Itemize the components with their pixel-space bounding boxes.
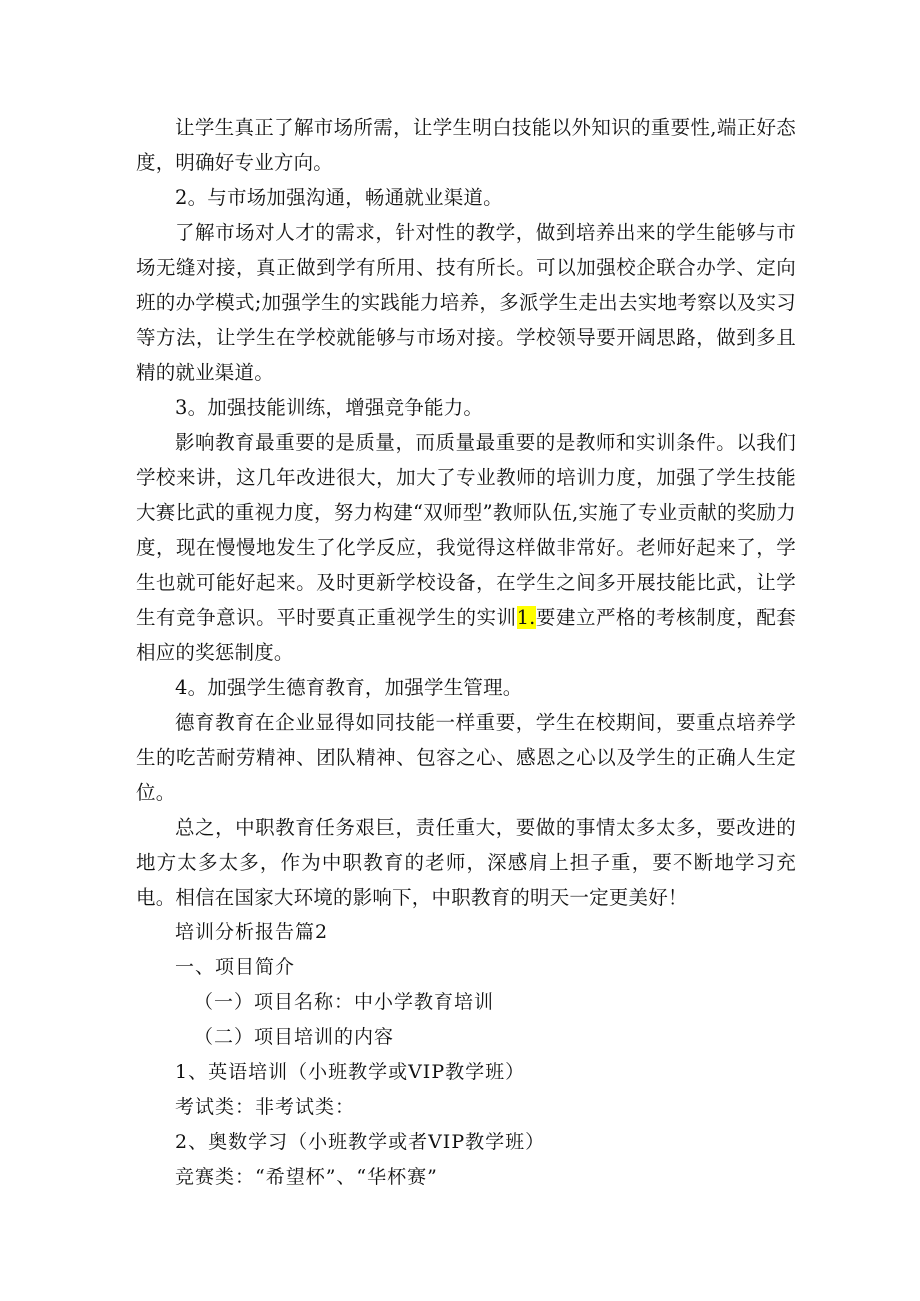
paragraph-moral-education: 德育教育在企业显得如同技能一样重要，学生在校期间，要重点培养学生的吃苦耐劳精神、团队精神、包容之心、感恩之心以及学生的正确人生定位。: [136, 711, 796, 804]
section-project-intro: 一、项目简介: [175, 956, 296, 978]
heading-moral-education: 4。加强学生德育教育，加强学生管理。: [175, 676, 523, 699]
paragraph-market-needs: 让学生真正了解市场所需，让学生明白技能以外知识的重要性,端正好态度，明确好专业方向。: [136, 116, 796, 174]
document-body: [136, 110, 796, 1195]
item-math-olympiad: 2、奥数学习（小班教学或者VIP教学班）: [175, 1131, 546, 1153]
heading-market-communication: 2。与市场加强沟通，畅通就业渠道。: [175, 186, 503, 209]
paragraph-education-quality: [136, 425, 796, 670]
paragraph-education-quality-tail: 要建立严格的考核制度，配套相应的奖惩制度。: [136, 606, 796, 664]
highlighted-marker: 1.: [516, 606, 536, 629]
paragraph-market-demand: 了解市场对人才的需求，针对性的教学，做到培养出来的学生能够与市场无缝对接，真正做到学有所用、技有所长。可以加强校企联合办学、定向班的办学模式;加强学生的实践能力培养，多派学生走出去实地考察以及实习等方法，让学生在学校就能够与市场对接。学校领导要开阔思路，做到多且精的就业渠道。: [136, 221, 796, 384]
project-name: （一）项目名称：中小学教育培训: [194, 991, 495, 1013]
paragraph-conclusion: 总之，中职教育任务艰巨，责任重大，要做的事情太多太多，要改进的地方太多太多，作为中职教育的老师，深感肩上担子重，要不断地学习充电。相信在国家大环境的影响下，中职教育的明天一定更美好！: [136, 816, 796, 909]
item-competitions: 竞赛类：“希望杯”、“华杯赛”: [175, 1166, 438, 1188]
section-title-report-2: 培训分析报告篇2: [175, 921, 329, 943]
heading-skill-training: 3。加强技能训练，增强竞争能力。: [175, 396, 484, 419]
paragraph-education-quality-text: 影响教育最重要的是质量，而质量最重要的是教师和实训条件。以我们学校来讲，这几年改进很大，加大了专业教师的培训力度，加强了学生技能大赛比武的重视力度，努力构建“双师型”教师队伍,实施了专业贡献的奖励力度，现在慢慢地发生了化学反应，我觉得这样做非常好。老师好起来了，学生也就可能好起来。及时更新学校设备，在学生之间多开展技能比武，让学生有竞争意识。平时要真正重视学生的实训: [136, 431, 796, 629]
item-exam-types: 考试类：非考试类：: [175, 1096, 356, 1118]
item-english-training: 1、英语培训（小班教学或VIP教学班）: [175, 1061, 526, 1083]
project-content: （二）项目培训的内容: [194, 1026, 395, 1048]
